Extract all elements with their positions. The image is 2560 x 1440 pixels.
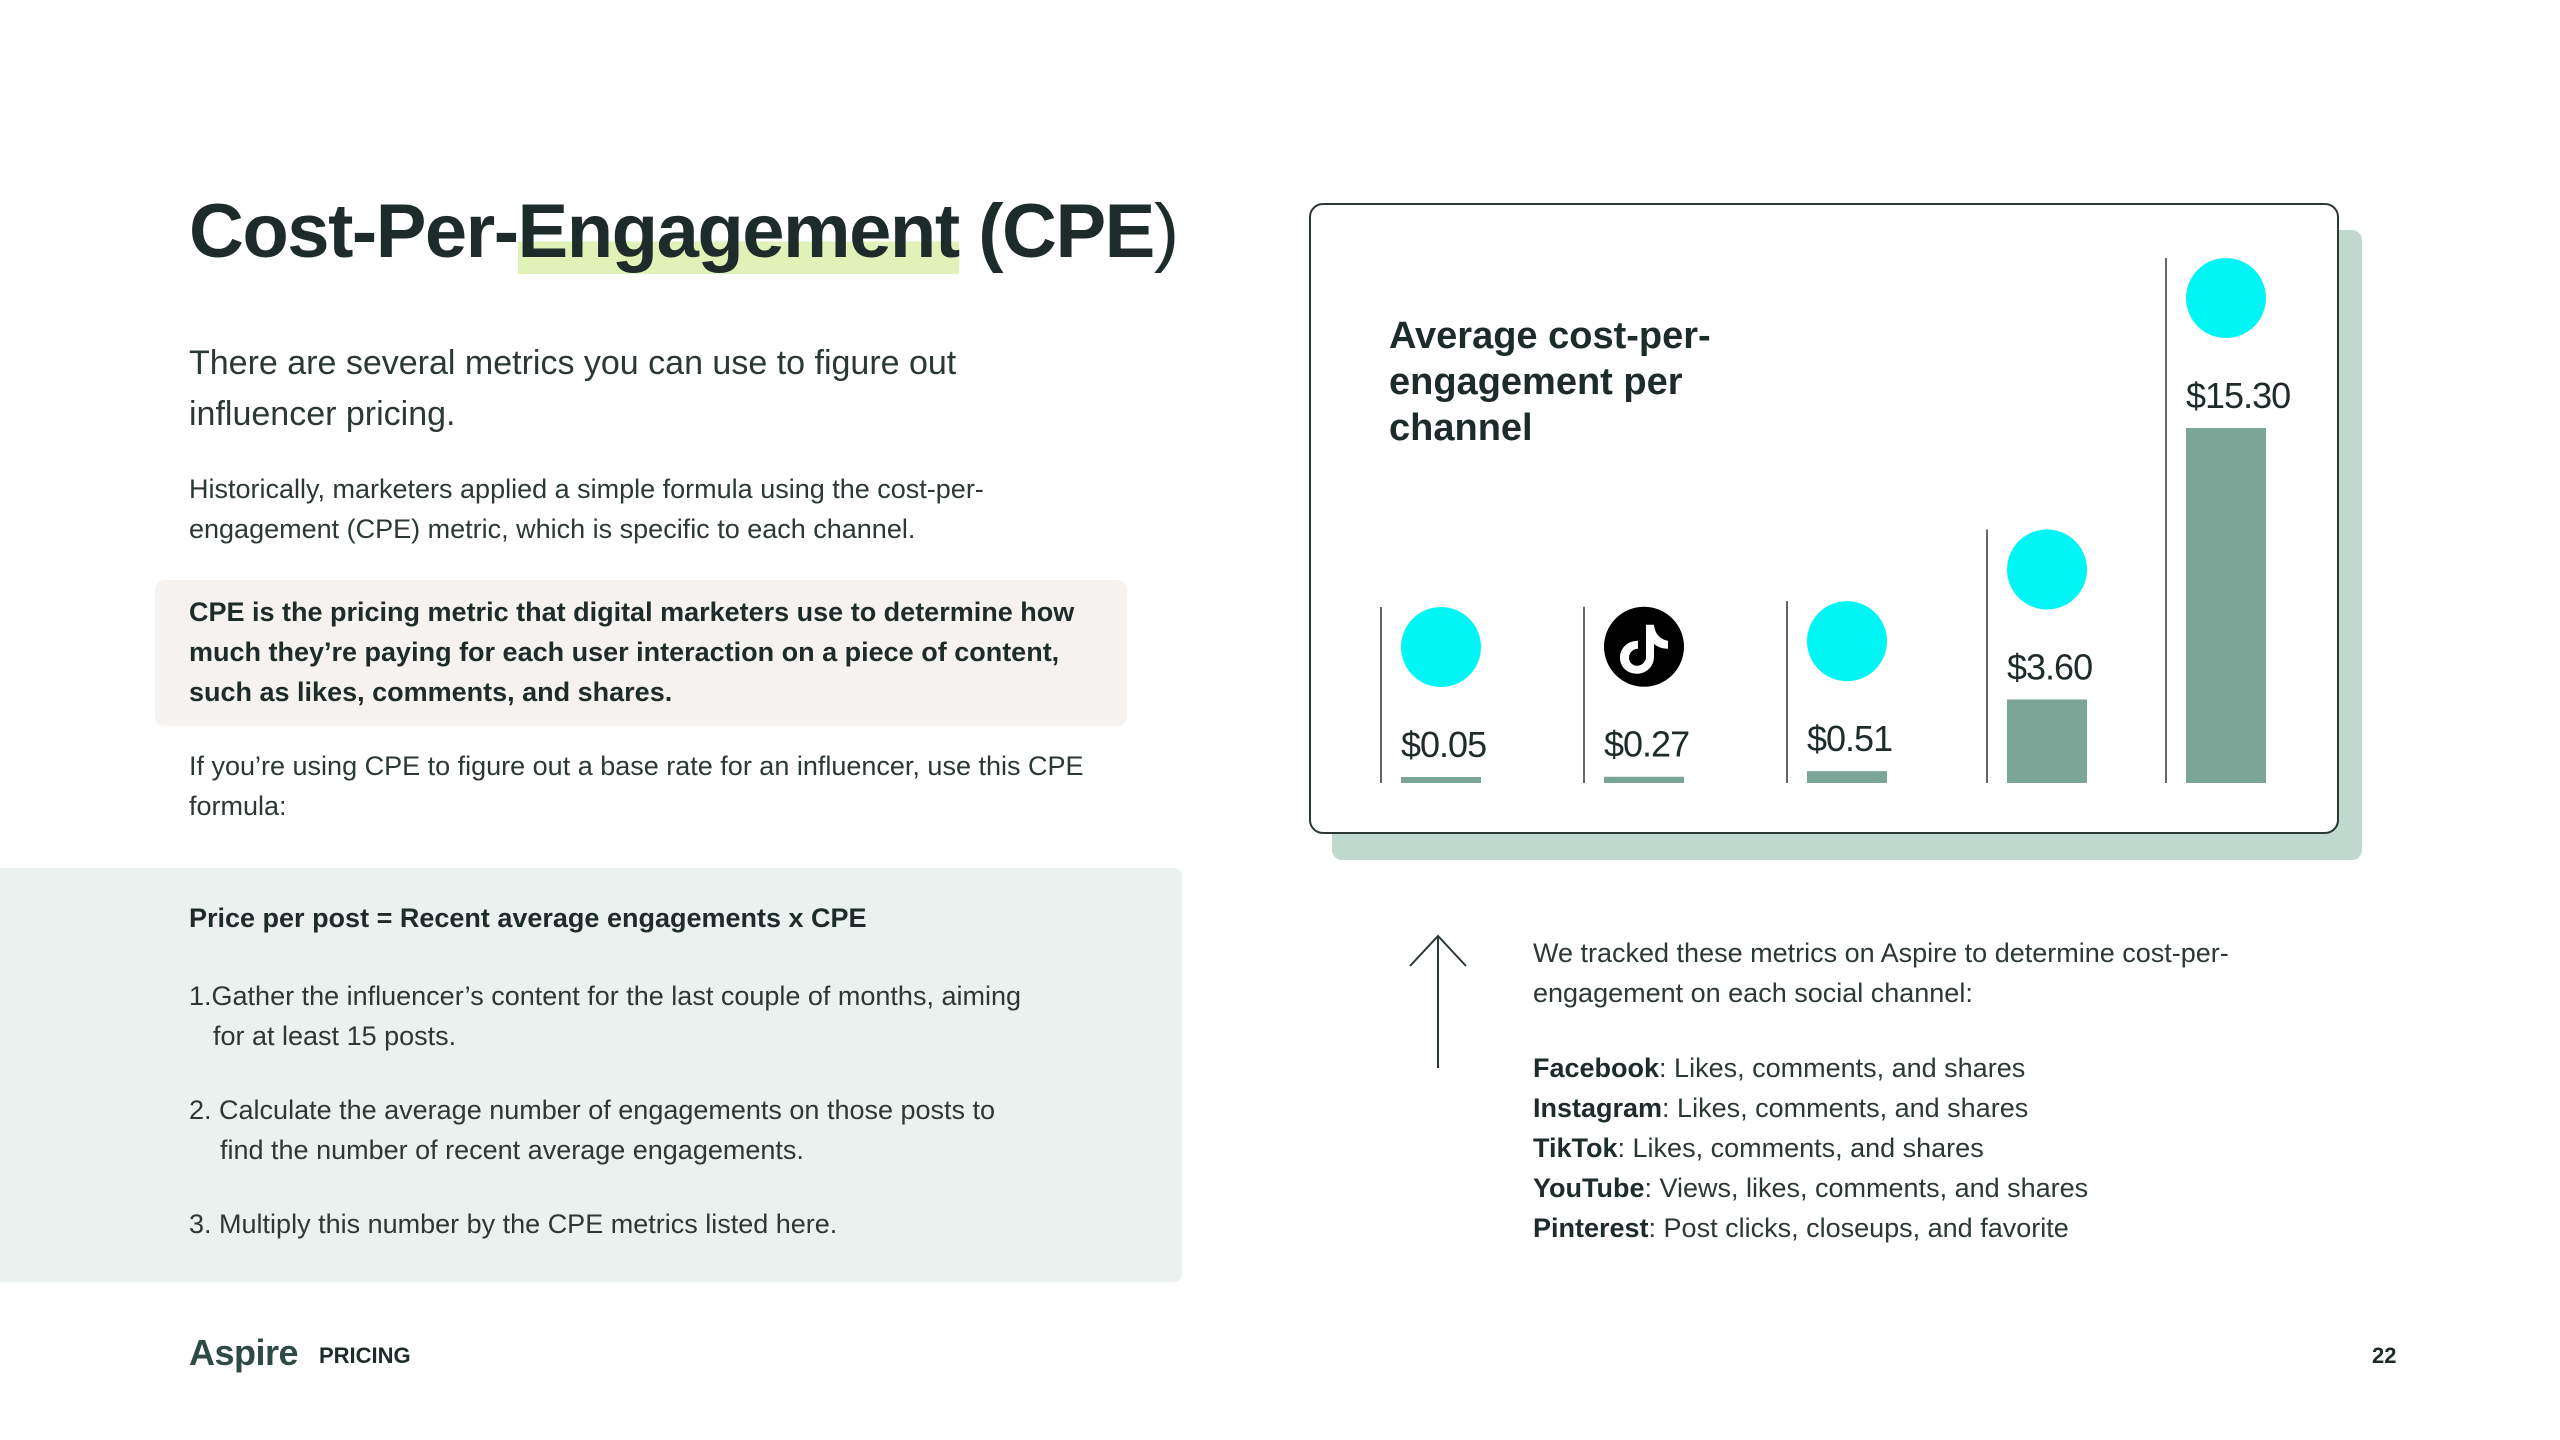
channel-youtube-icon bbox=[2186, 258, 2266, 338]
title-part-1: Cost-Per- bbox=[189, 189, 518, 274]
tiktok-icon bbox=[1604, 607, 1684, 687]
section-label: PRICING bbox=[319, 1343, 411, 1368]
value-label-pinterest: $3.60 bbox=[2007, 646, 2093, 688]
bar-facebook bbox=[1401, 777, 1481, 783]
channel-instagram-icon bbox=[1807, 601, 1887, 681]
step-1 bbox=[189, 976, 1109, 1056]
metric-row-youtube bbox=[1533, 1168, 2333, 1208]
value-label-facebook: $0.05 bbox=[1401, 724, 1487, 765]
step-2-number: 2. bbox=[189, 1095, 212, 1125]
metrics-list bbox=[1533, 1048, 2333, 1248]
historical-text: Historically, marketers applied a simple formula using the cost-per-engagement (CPE) metric, which is specific to each channel. bbox=[189, 474, 984, 544]
bar-pinterest bbox=[2007, 699, 2087, 783]
metric-desc: : Likes, comments, and shares bbox=[1659, 1053, 2026, 1083]
if-using-text: If you’re using CPE to figure out a base rate for an influencer, use this CPE formula: bbox=[189, 751, 1084, 821]
bar-instagram bbox=[1807, 771, 1887, 783]
step-1-number: 1. bbox=[189, 981, 212, 1011]
step-3-number: 3. bbox=[189, 1209, 212, 1239]
step-2 bbox=[189, 1090, 1109, 1170]
metrics-intro: We tracked these metrics on Aspire to determine cost-per-engagement on each social channel: bbox=[1533, 938, 2229, 1008]
metric-name: TikTok bbox=[1533, 1133, 1618, 1163]
metric-desc: : Likes, comments, and shares bbox=[1662, 1093, 2029, 1123]
metric-desc: : Views, likes, comments, and shares bbox=[1644, 1173, 2089, 1203]
step-1-line-1: Gather the influencer’s content for the last couple of months, aiming bbox=[211, 981, 1021, 1011]
channel-pinterest-icon bbox=[2007, 529, 2087, 609]
channel-facebook-icon bbox=[1401, 607, 1481, 687]
metric-desc: : Likes, comments, and shares bbox=[1617, 1133, 1984, 1163]
page-number: 22 bbox=[2372, 1343, 2397, 1368]
value-label-tiktok: $0.27 bbox=[1604, 723, 1690, 765]
metric-row-facebook bbox=[1533, 1048, 2333, 1088]
step-3 bbox=[189, 1204, 1109, 1244]
step-1-line-2: for at least 15 posts. bbox=[213, 1021, 457, 1051]
chart-title: Average cost-per-engagement per channel bbox=[1389, 315, 1711, 449]
callout-text: CPE is the pricing metric that digital marketers use to determine how much they’re paying for each user interaction on a piece of content, such as likes, comments, and shares. bbox=[189, 597, 1075, 707]
metric-name: Pinterest bbox=[1533, 1213, 1649, 1243]
formula-text: Price per post = Recent average engagements x CPE bbox=[189, 903, 867, 933]
title-part-2: (CPE bbox=[978, 189, 1154, 274]
metric-row-tiktok bbox=[1533, 1128, 2333, 1168]
step-2-line-1: Calculate the average number of engagements on those posts to bbox=[219, 1095, 996, 1125]
aspire-logo: Aspire bbox=[189, 1332, 299, 1373]
value-label-youtube: $15.30 bbox=[2186, 375, 2291, 416]
bar-tiktok bbox=[1604, 777, 1684, 783]
metric-name: Facebook bbox=[1533, 1053, 1660, 1083]
value-label-instagram: $0.51 bbox=[1807, 718, 1893, 760]
title-highlight: Engagement bbox=[517, 189, 959, 274]
metric-name: Instagram bbox=[1533, 1093, 1663, 1123]
up-arrow-icon bbox=[1400, 930, 1476, 1070]
metric-desc: : Post clicks, closeups, and favorite bbox=[1648, 1213, 2069, 1243]
metric-row-pinterest bbox=[1533, 1208, 2333, 1248]
page-title bbox=[189, 188, 1178, 275]
title-part-3: ) bbox=[1153, 189, 1178, 274]
step-3-line-1: Multiply this number by the CPE metrics listed here. bbox=[219, 1209, 838, 1239]
intro-text: There are several metrics you can use to figure out influencer pricing. bbox=[189, 344, 957, 433]
metric-row-instagram bbox=[1533, 1088, 2333, 1128]
step-2-line-2: find the number of recent average engagements. bbox=[220, 1135, 804, 1165]
bar-youtube bbox=[2186, 428, 2266, 783]
metric-name: YouTube bbox=[1533, 1173, 1645, 1203]
chart-svg bbox=[1309, 203, 2339, 834]
